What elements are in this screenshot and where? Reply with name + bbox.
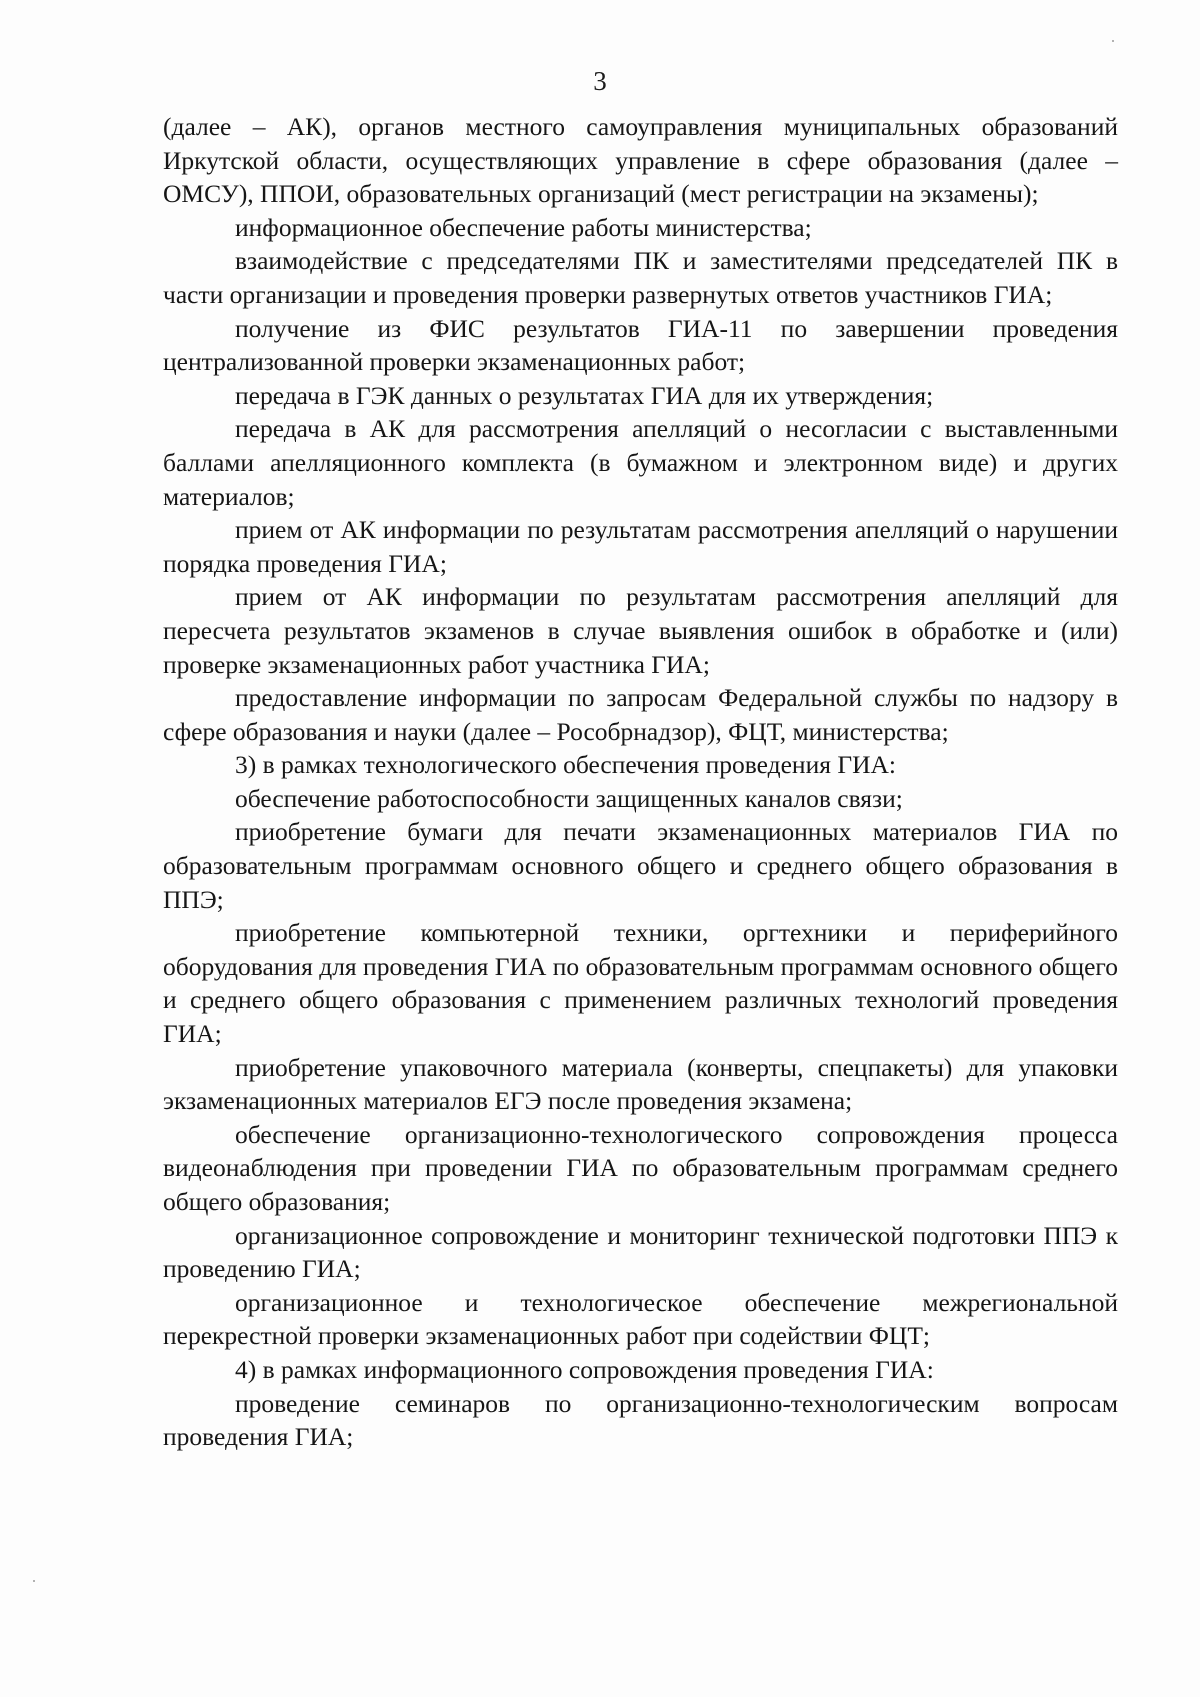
paragraph: передача в ГЭК данных о результатах ГИА для их утверждения;: [235, 380, 934, 410]
scan-speck: [33, 1580, 35, 1582]
paragraph: приобретение упаковочного материала (конверты, спецпакеты) для упаковки экзаменационных материалов ЕГЭ после проведения экзамена;: [163, 1052, 1118, 1116]
paragraph: (далее – АК), органов местного самоуправления муниципальных образований Иркутской области, осуществляющих управление в сфере образования (далее – ОМСУ), ППОИ, образовательных организаций (мест регистрации на экзамены);: [163, 112, 1118, 209]
paragraph: получение из ФИС результатов ГИА-11 по завершении проведения централизованной проверки экзаменационных работ;: [163, 313, 1118, 377]
paragraph: обеспечение организационно-технологического сопровождения процесса видеонаблюдения при проведении ГИА по образовательным программам среднего общего образования;: [163, 1119, 1118, 1216]
paragraph: взаимодействие с председателями ПК и заместителями председателей ПК в части организации и проведения проверки развернутых ответов участников ГИА;: [163, 246, 1118, 309]
scan-speck: [1112, 40, 1114, 42]
paragraph: организационное и технологическое обеспечение межрегиональной перекрестной проверки экзаменационных работ при содействии ФЦТ;: [163, 1287, 1118, 1351]
paragraph: прием от АК информации по результатам рассмотрения апелляций для пересчета результатов экзаменов в случае выявления ошибок в обработке и (или) проверке экзаменационных работ участника ГИА;: [163, 582, 1118, 679]
paragraph: проведение семинаров по организационно-технологическим вопросам проведения ГИА;: [163, 1388, 1118, 1452]
page-number: 3: [593, 66, 607, 96]
paragraph: предоставление информации по запросам Федеральной службы по надзору в сфере образования и науки (далее – Рособрнадзор), ФЦТ, министерства;: [163, 683, 1118, 746]
section-heading: 4) в рамках информационного сопровождения проведения ГИА:: [235, 1354, 934, 1384]
paragraph: обеспечение работоспособности защищенных каналов связи;: [235, 783, 903, 813]
paragraph: передача в АК для рассмотрения апелляций о несогласии с выставленными баллами апелляционного комплекта (в бумажном и электронном виде) и других материалов;: [163, 414, 1118, 511]
paragraph: приобретение компьютерной техники, оргтехники и периферийного оборудования для проведения ГИА по образовательным программам основного общего и среднего общего образования с применением различных технологий проведения ГИА;: [163, 918, 1118, 1049]
section-heading: 3) в рамках технологического обеспечения проведения ГИА:: [235, 750, 896, 780]
paragraph: приобретение бумаги для печати экзаменационных материалов ГИА по образовательным программам основного общего и среднего общего образования в ППЭ;: [163, 817, 1118, 914]
paragraph: информационное обеспечение работы министерства;: [235, 212, 812, 242]
paragraph: организационное сопровождение и мониторинг технической подготовки ППЭ к проведению ГИА;: [163, 1220, 1118, 1284]
document-body: [163, 110, 1118, 1454]
paragraph: прием от АК информации по результатам рассмотрения апелляций о нарушении порядка проведения ГИА;: [163, 515, 1118, 578]
